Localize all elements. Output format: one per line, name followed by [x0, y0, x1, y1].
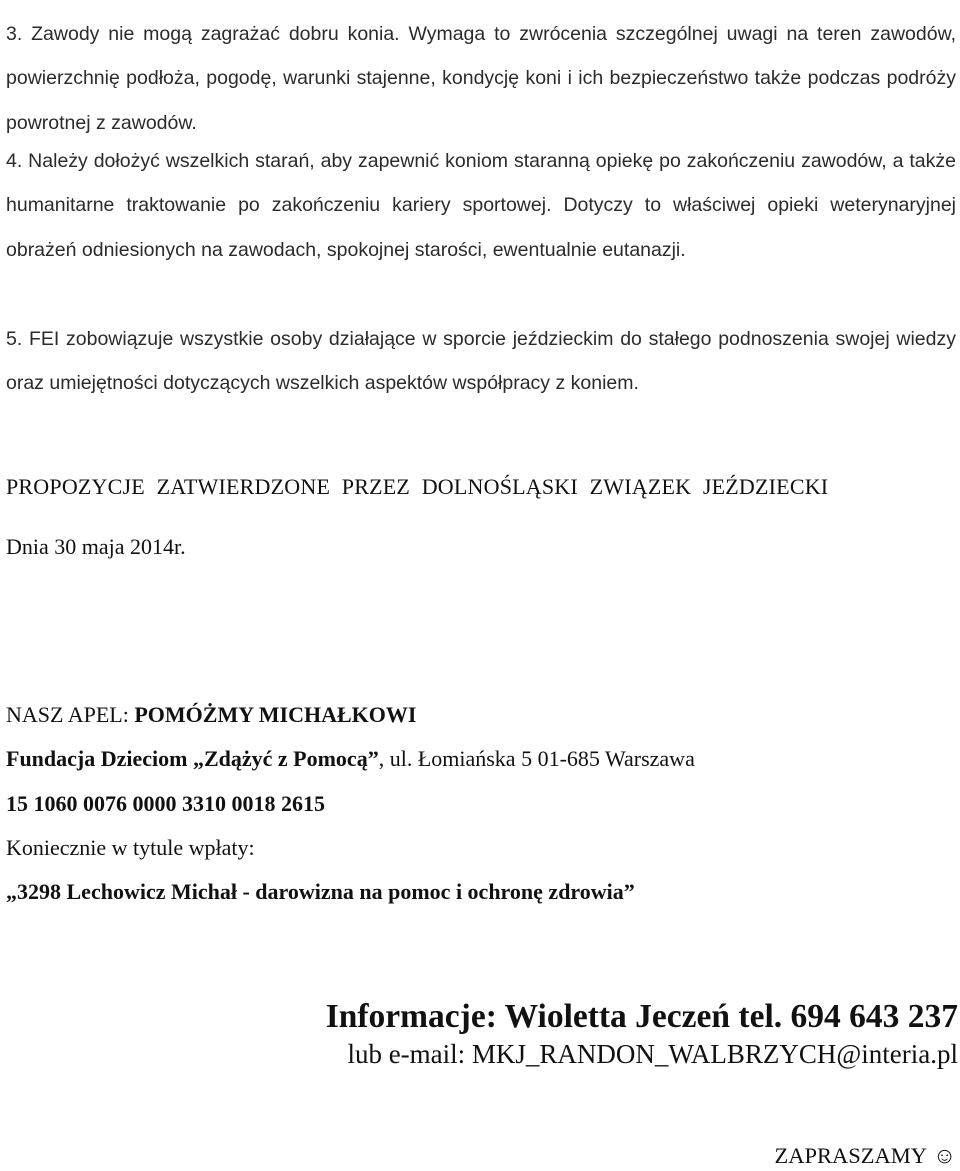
bank-account-number: 15 1060 0076 0000 3310 0018 2615 — [6, 791, 325, 816]
approval-date: Dnia 30 maja 2014r. — [6, 534, 186, 559]
regulation-point-5: 5. FEI zobowiązuje wszystkie osoby działające w sporcie jeździeckim do stałego podnoszenia swojej wiedzy oraz umiejętności dotyczących wszelkich aspektów współpracy z koniem. — [6, 327, 956, 394]
closing-invitation — [774, 1143, 956, 1169]
contact-email-line: lub e-mail: MKJ_RANDON_WALBRZYCH@interia.pl — [347, 1039, 958, 1069]
transfer-title-text: „3298 Lechowicz Michał - darowizna na pomoc i ochronę zdrowia” — [6, 879, 635, 904]
regulation-point-3: 3. Zawody nie mogą zagrażać dobru konia. Wymaga to zwrócenia szczególnej uwagi na teren zawodów, powierzchnię podłoża, pogodę, warunki stajenne, kondycję koni i ich bezpieczeństwo także podczas podróży powrotnej z zawodów. — [6, 22, 956, 134]
transfer-title-label: Koniecznie w tytule wpłaty: — [6, 835, 255, 860]
contact-info-line: Informacje: Wioletta Jeczeń tel. 694 643 237 — [325, 998, 958, 1035]
foundation-name: Fundacja Dzieciom „Zdążyć z Pomocą” — [6, 746, 379, 771]
smiley-icon: ☺ — [933, 1143, 956, 1168]
regulation-point-4: 4. Należy dołożyć wszelkich starań, aby zapewnić koniom staranną opiekę po zakończeniu zawodów, a także humanitarne traktowanie po zakończeniu kariery sportowej. Dotyczy to właściwej opieki weterynaryjnej obrażeń odniesionych na zawodach, spokojnej starości, ewentualnie eutanazji. — [6, 149, 956, 261]
appeal-heading — [6, 702, 416, 728]
closing-text: ZAPRASZAMY — [774, 1143, 928, 1168]
appeal-label: NASZ APEL: — [6, 702, 135, 727]
foundation-line — [6, 746, 695, 772]
approval-statement: PROPOZYCJE ZATWIERDZONE PRZEZ DOLNOŚLĄSKI ZWIĄZEK JEŹDZIECKI — [6, 474, 829, 499]
appeal-headline: POMÓŻMY MICHAŁKOWI — [134, 702, 417, 727]
foundation-address: , ul. Łomiańska 5 01-685 Warszawa — [378, 746, 695, 771]
